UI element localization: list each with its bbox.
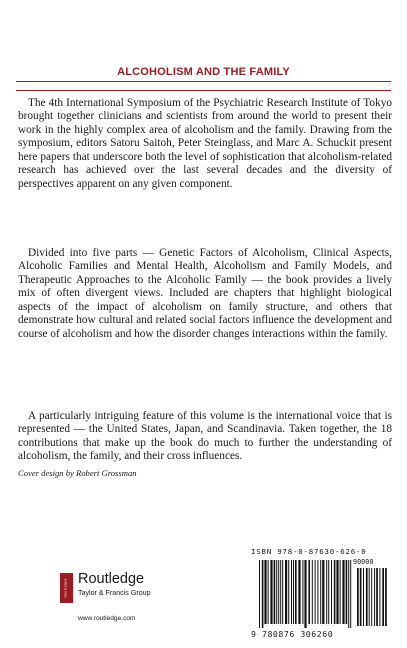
barcode-bar	[274, 560, 276, 624]
barcode-bar	[262, 560, 264, 628]
title-rule-top	[16, 81, 391, 82]
barcode-bar	[291, 560, 292, 624]
barcode-bar	[280, 560, 281, 624]
barcode-bar	[320, 560, 321, 624]
cover-design-credit: Cover design by Robert Grossman	[18, 468, 137, 478]
addon-bar	[374, 568, 375, 626]
barcode-bar	[302, 560, 303, 624]
logo-mark-letters: ROUTLEDGE	[63, 578, 68, 598]
addon-bar	[360, 568, 362, 626]
addon-bar	[385, 568, 387, 626]
barcode-bar	[293, 560, 294, 624]
isbn-barcode	[251, 547, 391, 639]
addon-bar	[376, 568, 378, 626]
publisher-name: Routledge	[78, 571, 145, 587]
barcode-bar	[346, 560, 348, 624]
description-paragraph-2: Divided into five parts — Genetic Factors of Alcoholism, Clinical Aspects, Alcoholic Families and Mental Health, Alcoholism and Family Models, and Therapeutic Approaches to the Alcoholic Family — the book provides a lively mix of often divergent views. Included are chapters that highlight biological aspects of the impact of alcoholism on family structure, and others that demonstrate how cultural and related social factors influence the development and course of alcoholism and how the disorder changes interactions within the family.	[18, 247, 392, 340]
barcode-bar	[298, 560, 300, 624]
isbn-label: ISBN 978-0-87630-626-0	[251, 547, 367, 556]
barcode-bar	[276, 560, 277, 624]
publisher-logo	[60, 570, 220, 610]
barcode-bar	[326, 560, 327, 624]
description-paragraph-3: A particularly intriguing feature of this volume is the international voice that is represented — the United States, Japan, and Scandinavia. Taken together, the 18 contributions that make up the book do much to further the understanding of alcoholism, the family, and their cross influences.	[18, 410, 392, 463]
barcode-bar	[315, 560, 316, 624]
barcode-bar	[348, 560, 349, 628]
publisher-group: Taylor & Francis Group	[78, 589, 151, 597]
publisher-website: www.routledge.com	[78, 615, 136, 622]
barcode-bar	[336, 560, 338, 624]
barcode-bar	[268, 560, 269, 624]
barcode-bar	[317, 560, 318, 624]
title-rule-bottom	[16, 90, 391, 91]
barcode-bar	[328, 560, 329, 624]
barcode-bar	[285, 560, 287, 624]
barcode-bar	[270, 560, 272, 624]
addon-bar	[371, 568, 372, 626]
addon-bar	[369, 568, 370, 626]
book-title: ALCOHOLISM AND THE FAMILY	[117, 66, 290, 78]
barcode-bar	[278, 560, 279, 624]
barcode-bar	[342, 560, 344, 624]
barcode-bar	[304, 560, 306, 628]
routledge-logo-icon	[60, 573, 73, 603]
addon-bar	[363, 568, 364, 626]
barcode-bar	[331, 560, 332, 624]
barcode-bar	[334, 560, 336, 624]
addon-bar	[379, 568, 380, 626]
barcode-bar	[340, 560, 341, 624]
barcode-bar	[295, 560, 297, 624]
addon-bar	[357, 568, 359, 626]
barcode-bar	[282, 560, 283, 624]
price-addon-code: 90000	[353, 558, 374, 566]
barcode-bar	[259, 560, 260, 628]
barcode-bar	[288, 560, 289, 624]
barcode-bar	[308, 560, 310, 624]
addon-bar	[382, 568, 384, 626]
barcode-bar	[322, 560, 324, 624]
barcode-bar	[350, 560, 351, 628]
description-paragraph-1: The 4th International Symposium of the Psychiatric Research Institute of Tokyo brought together clinicians and scientists from around the world to present their work in the highly complex area of alcoholism and the family. Drawing from the symposium, editors Satoru Saitoh, Peter Steinglass, and Marc A. Schuckit present here papers that underscore both the level of sophistication that alcoholism-related research has achieved over the last several decades and the diversity of perspectives apparent on any given component.	[18, 97, 392, 190]
barcode-digits: 9 780876 306260	[251, 629, 334, 639]
barcode-bar	[312, 560, 313, 624]
barcode-icon	[251, 558, 391, 628]
addon-bar	[366, 568, 368, 626]
barcode-bar	[264, 560, 266, 624]
